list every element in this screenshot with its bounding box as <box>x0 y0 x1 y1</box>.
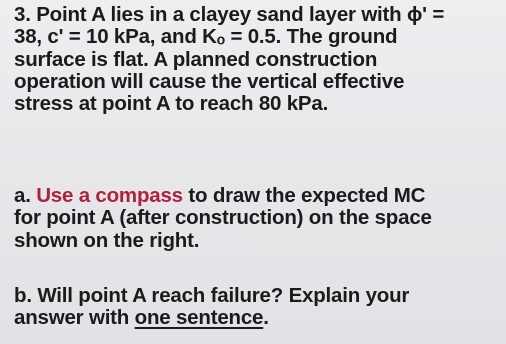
problem-3-line-4: operation will cause the vertical effective <box>14 69 405 93</box>
problem-3-statement <box>14 4 496 115</box>
part-a-line-1 <box>14 185 496 207</box>
part-b-underlined: one sentence <box>134 306 264 330</box>
part-a-highlight: Use a compass <box>36 184 183 207</box>
part-b-line-1: b. Will point A reach failure? Explain your <box>14 284 410 307</box>
part-a-line-3: shown on the right. <box>14 228 200 252</box>
part-b-line-2 <box>14 307 496 329</box>
problem-3-line-1: 3. Point A lies in a clayey sand layer with ϕ' = <box>14 3 445 26</box>
part-a-line-2: for point A (after construction) on the space <box>14 206 432 230</box>
problem-3-line-3: surface is flat. A planned construction <box>14 47 378 71</box>
part-b-end: . <box>263 306 269 330</box>
part-a-label: a. <box>14 184 37 207</box>
problem-3-line-5: stress at point A to reach 80 kPa. <box>14 92 329 116</box>
part-b-question <box>14 285 496 330</box>
part-b-text-2: answer with <box>14 306 135 330</box>
part-a-text-1: to draw the expected MC <box>182 184 426 207</box>
part-a-instruction <box>14 185 496 252</box>
problem-3-line-2: 38, c' = 10 kPa, and Kₒ = 0.5. The ground <box>14 25 398 49</box>
